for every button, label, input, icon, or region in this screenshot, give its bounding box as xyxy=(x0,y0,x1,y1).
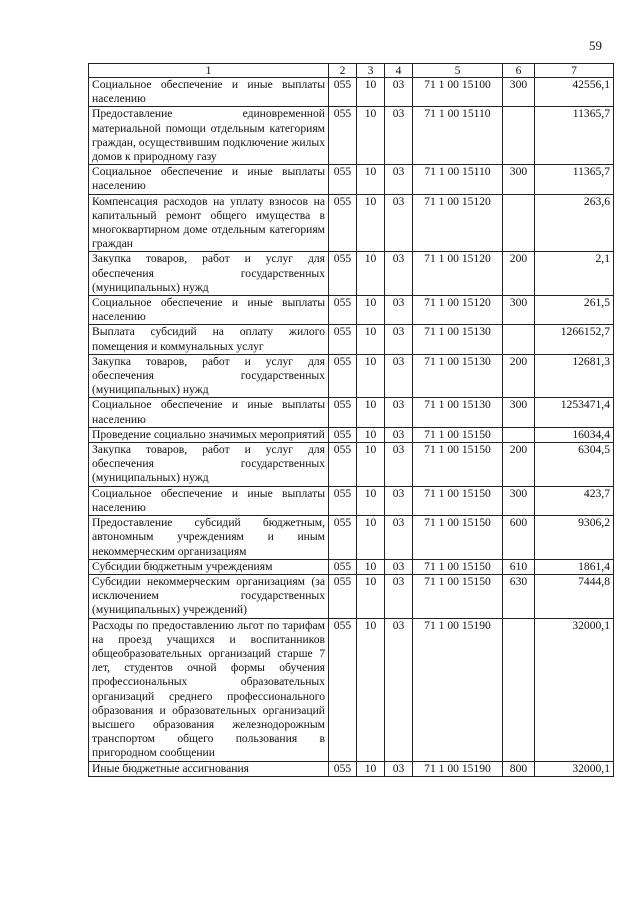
amount-cell: 12681,3 xyxy=(535,354,614,398)
expense-name-cell: Проведение социально значимых мероприятий xyxy=(89,427,329,442)
column-header: 2 xyxy=(329,64,357,78)
section-code-cell: 10 xyxy=(357,398,385,427)
ministry-code-cell: 055 xyxy=(329,427,357,442)
amount-cell: 1861,4 xyxy=(535,559,614,574)
ministry-code-cell: 055 xyxy=(329,252,357,296)
ministry-code-cell: 055 xyxy=(329,296,357,325)
table-header-row xyxy=(89,64,614,78)
table-row xyxy=(89,325,614,354)
expense-name-cell: Закупка товаров, работ и услуг для обеспечения государственных (муниципальных) нужд xyxy=(89,252,329,296)
expense-name-cell: Иные бюджетные ассигнования xyxy=(89,761,329,776)
subsection-code-cell: 03 xyxy=(385,194,413,252)
ministry-code-cell: 055 xyxy=(329,78,357,107)
table-row xyxy=(89,78,614,107)
expense-name-cell: Социальное обеспечение и иные выплаты населению xyxy=(89,398,329,427)
subsection-code-cell: 03 xyxy=(385,559,413,574)
table-row xyxy=(89,427,614,442)
section-code-cell: 10 xyxy=(357,486,385,515)
subsection-code-cell: 03 xyxy=(385,398,413,427)
column-header: 6 xyxy=(503,64,535,78)
target-article-cell: 71 1 00 15120 xyxy=(413,194,503,252)
amount-cell: 263,6 xyxy=(535,194,614,252)
expense-type-cell xyxy=(503,107,535,165)
amount-cell: 32000,1 xyxy=(535,618,614,761)
section-code-cell: 10 xyxy=(357,194,385,252)
expense-name-cell: Социальное обеспечение и иные выплаты населению xyxy=(89,78,329,107)
amount-cell: 11365,7 xyxy=(535,165,614,194)
expense-name-cell: Субсидии бюджетным учреждениям xyxy=(89,559,329,574)
subsection-code-cell: 03 xyxy=(385,354,413,398)
table-row xyxy=(89,296,614,325)
subsection-code-cell: 03 xyxy=(385,516,413,560)
budget-table xyxy=(88,63,614,777)
expense-type-cell: 300 xyxy=(503,78,535,107)
section-code-cell: 10 xyxy=(357,761,385,776)
target-article-cell: 71 1 00 15120 xyxy=(413,252,503,296)
column-header: 7 xyxy=(535,64,614,78)
ministry-code-cell: 055 xyxy=(329,559,357,574)
expense-type-cell: 630 xyxy=(503,574,535,618)
ministry-code-cell: 055 xyxy=(329,443,357,487)
amount-cell: 2,1 xyxy=(535,252,614,296)
table-row xyxy=(89,194,614,252)
amount-cell: 11365,7 xyxy=(535,107,614,165)
table-row xyxy=(89,574,614,618)
amount-cell: 42556,1 xyxy=(535,78,614,107)
target-article-cell: 71 1 00 15120 xyxy=(413,296,503,325)
expense-type-cell xyxy=(503,194,535,252)
table-row xyxy=(89,165,614,194)
expense-type-cell xyxy=(503,618,535,761)
target-article-cell: 71 1 00 15150 xyxy=(413,559,503,574)
ministry-code-cell: 055 xyxy=(329,574,357,618)
amount-cell: 7444,8 xyxy=(535,574,614,618)
amount-cell: 6304,5 xyxy=(535,443,614,487)
target-article-cell: 71 1 00 15150 xyxy=(413,427,503,442)
subsection-code-cell: 03 xyxy=(385,443,413,487)
target-article-cell: 71 1 00 15190 xyxy=(413,618,503,761)
expense-type-cell: 300 xyxy=(503,398,535,427)
table-row xyxy=(89,761,614,776)
ministry-code-cell: 055 xyxy=(329,486,357,515)
subsection-code-cell: 03 xyxy=(385,107,413,165)
ministry-code-cell: 055 xyxy=(329,325,357,354)
column-header: 3 xyxy=(357,64,385,78)
ministry-code-cell: 055 xyxy=(329,398,357,427)
expense-name-cell: Социальное обеспечение и иные выплаты населению xyxy=(89,296,329,325)
subsection-code-cell: 03 xyxy=(385,165,413,194)
ministry-code-cell: 055 xyxy=(329,194,357,252)
table-row xyxy=(89,486,614,515)
target-article-cell: 71 1 00 15130 xyxy=(413,325,503,354)
target-article-cell: 71 1 00 15150 xyxy=(413,516,503,560)
table-row xyxy=(89,354,614,398)
ministry-code-cell: 055 xyxy=(329,165,357,194)
expense-type-cell: 200 xyxy=(503,354,535,398)
expense-type-cell: 610 xyxy=(503,559,535,574)
column-header: 1 xyxy=(89,64,329,78)
expense-name-cell: Предоставление субсидий бюджетным, автономным учреждениям и иным некоммерческим организациям xyxy=(89,516,329,560)
expense-type-cell xyxy=(503,427,535,442)
table-row xyxy=(89,559,614,574)
ministry-code-cell: 055 xyxy=(329,516,357,560)
expense-name-cell: Предоставление единовременной материальной помощи отдельным категориям граждан, осуществившим подключение жилых домов к природному газу xyxy=(89,107,329,165)
ministry-code-cell: 055 xyxy=(329,618,357,761)
expense-type-cell: 300 xyxy=(503,486,535,515)
section-code-cell: 10 xyxy=(357,427,385,442)
section-code-cell: 10 xyxy=(357,165,385,194)
subsection-code-cell: 03 xyxy=(385,427,413,442)
ministry-code-cell: 055 xyxy=(329,761,357,776)
section-code-cell: 10 xyxy=(357,516,385,560)
subsection-code-cell: 03 xyxy=(385,252,413,296)
expense-name-cell: Социальное обеспечение и иные выплаты населению xyxy=(89,165,329,194)
target-article-cell: 71 1 00 15110 xyxy=(413,165,503,194)
amount-cell: 423,7 xyxy=(535,486,614,515)
amount-cell: 261,5 xyxy=(535,296,614,325)
subsection-code-cell: 03 xyxy=(385,296,413,325)
subsection-code-cell: 03 xyxy=(385,618,413,761)
table-row xyxy=(89,443,614,487)
section-code-cell: 10 xyxy=(357,325,385,354)
target-article-cell: 71 1 00 15150 xyxy=(413,486,503,515)
amount-cell: 9306,2 xyxy=(535,516,614,560)
expense-name-cell: Расходы по предоставлению льгот по тарифам на проезд учащихся и воспитанников общеобразовательных организаций старше 7 лет, студентов очной формы обучения профессиональных образовательных организаций среднего профессионального образования и образовательных организаций высшего образования железнодорожным транспортом общего пользования в пригородном сообщении xyxy=(89,618,329,761)
subsection-code-cell: 03 xyxy=(385,78,413,107)
expense-name-cell: Выплата субсидий на оплату жилого помещения и коммунальных услуг xyxy=(89,325,329,354)
amount-cell: 32000,1 xyxy=(535,761,614,776)
expense-name-cell: Компенсация расходов на уплату взносов на капитальный ремонт общего имущества в многоквартирном доме отдельным категориям граждан xyxy=(89,194,329,252)
target-article-cell: 71 1 00 15150 xyxy=(413,443,503,487)
expense-name-cell: Субсидии некоммерческим организациям (за исключением государственных (муниципальных) учреждений) xyxy=(89,574,329,618)
section-code-cell: 10 xyxy=(357,107,385,165)
column-header: 5 xyxy=(413,64,503,78)
amount-cell: 16034,4 xyxy=(535,427,614,442)
table-row xyxy=(89,252,614,296)
table-row xyxy=(89,398,614,427)
section-code-cell: 10 xyxy=(357,559,385,574)
target-article-cell: 71 1 00 15190 xyxy=(413,761,503,776)
section-code-cell: 10 xyxy=(357,252,385,296)
expense-type-cell xyxy=(503,325,535,354)
section-code-cell: 10 xyxy=(357,296,385,325)
expense-name-cell: Социальное обеспечение и иные выплаты населению xyxy=(89,486,329,515)
expense-name-cell: Закупка товаров, работ и услуг для обеспечения государственных (муниципальных) нужд xyxy=(89,443,329,487)
subsection-code-cell: 03 xyxy=(385,761,413,776)
expense-type-cell: 600 xyxy=(503,516,535,560)
section-code-cell: 10 xyxy=(357,618,385,761)
expense-type-cell: 300 xyxy=(503,165,535,194)
column-header: 4 xyxy=(385,64,413,78)
target-article-cell: 71 1 00 15130 xyxy=(413,398,503,427)
section-code-cell: 10 xyxy=(357,574,385,618)
expense-type-cell: 300 xyxy=(503,296,535,325)
table-row xyxy=(89,618,614,761)
page-number: 59 xyxy=(589,38,602,53)
amount-cell: 1266152,7 xyxy=(535,325,614,354)
target-article-cell: 71 1 00 15110 xyxy=(413,107,503,165)
subsection-code-cell: 03 xyxy=(385,574,413,618)
section-code-cell: 10 xyxy=(357,78,385,107)
target-article-cell: 71 1 00 15100 xyxy=(413,78,503,107)
expense-name-cell: Закупка товаров, работ и услуг для обеспечения государственных (муниципальных) нужд xyxy=(89,354,329,398)
amount-cell: 1253471,4 xyxy=(535,398,614,427)
expense-type-cell: 200 xyxy=(503,252,535,296)
table-row xyxy=(89,107,614,165)
ministry-code-cell: 055 xyxy=(329,354,357,398)
section-code-cell: 10 xyxy=(357,354,385,398)
subsection-code-cell: 03 xyxy=(385,325,413,354)
expense-type-cell: 200 xyxy=(503,443,535,487)
subsection-code-cell: 03 xyxy=(385,486,413,515)
section-code-cell: 10 xyxy=(357,443,385,487)
ministry-code-cell: 055 xyxy=(329,107,357,165)
target-article-cell: 71 1 00 15130 xyxy=(413,354,503,398)
expense-type-cell: 800 xyxy=(503,761,535,776)
table-row xyxy=(89,516,614,560)
target-article-cell: 71 1 00 15150 xyxy=(413,574,503,618)
